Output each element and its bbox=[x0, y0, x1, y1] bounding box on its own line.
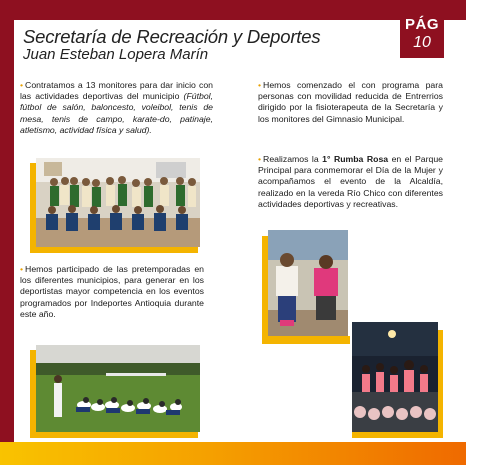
left-brand-bar bbox=[0, 0, 14, 465]
paragraph-movilidad bbox=[258, 80, 443, 125]
paragraph-rumba-rosa-bold: 1° Rumba Rosa bbox=[322, 154, 389, 164]
bottom-accent-bar bbox=[0, 442, 466, 465]
paragraph-monitors-text: Contratamos a 13 monitores para dar inicio con las actividades deportivas del municipio bbox=[20, 80, 213, 102]
seated-participants-photo bbox=[268, 230, 348, 336]
page-label: PÁG bbox=[404, 16, 439, 33]
bullet-icon: • bbox=[258, 80, 262, 90]
paragraph-monitors bbox=[20, 80, 213, 136]
paragraph-monitors-sports: (Fútbol, fútbol de salón, baloncesto, voleibol, tenis de mesa, tenis de campo, karate-do, patinaje, atletismo, actividad física y salud). bbox=[20, 91, 213, 135]
page-number-badge bbox=[400, 14, 444, 58]
bullet-icon: • bbox=[258, 154, 262, 164]
paragraph-rumba-rosa-pre: Realizamos la bbox=[263, 154, 319, 164]
bullet-icon: • bbox=[20, 264, 24, 274]
page-number: 10 bbox=[413, 34, 431, 51]
bullet-icon: • bbox=[20, 80, 24, 90]
paragraph-pretemporadas bbox=[20, 264, 204, 320]
photo-accent-bar bbox=[262, 336, 350, 344]
paragraph-rumba-rosa bbox=[258, 154, 443, 210]
page-subtitle: Juan Esteban Lopera Marín bbox=[23, 46, 209, 63]
top-bar-gap bbox=[466, 0, 480, 20]
paragraph-movilidad-text: Hemos comenzado el con programa para personas con movilidad reducida de Entrerrios dirigido por la fisioterapeuta de la Secretaría y los monitores del Gimnasio Municipal. bbox=[258, 80, 443, 124]
page-title: Secretaría de Recreación y Deportes bbox=[23, 26, 321, 47]
paragraph-pretemporadas-text: Hemos participado de las pretemporadas en los diferentes municipios, para generar en los deportistas mayor competencia en los eventos programados por Indeportes Antioquia durante este año. bbox=[20, 264, 204, 319]
rumba-rosa-photo bbox=[352, 322, 438, 432]
paragraph-rumba-rosa-post: en el Parque Principal para conmemorar el Día de la Mujer y acompañamos el evento de la Alcaldía, realizado en la vereda Río Chico con diferentes actividades deportivas y recreativas. bbox=[258, 154, 443, 209]
field-training-photo bbox=[36, 345, 200, 432]
monitors-group-photo bbox=[36, 158, 200, 247]
